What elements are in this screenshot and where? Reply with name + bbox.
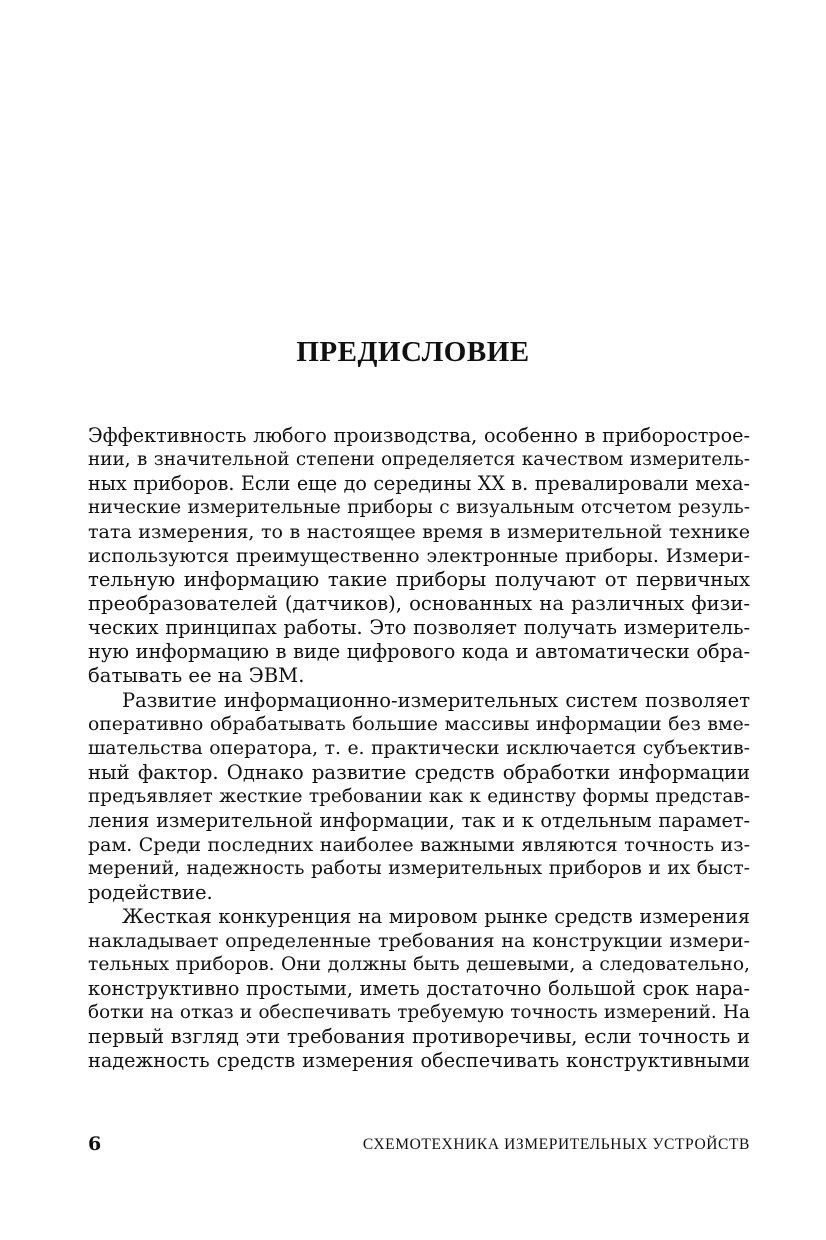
text-line: первый взгляд эти требования противоречивы, если точность и: [88, 1025, 750, 1049]
text-line: Эффективность любого производства, особенно в приборострое-: [88, 424, 750, 447]
text-line: предъявляет жесткие требовании как к единству формы представ-: [88, 785, 750, 807]
text-line: мерений, надежность работы измерительных приборов и их быст-: [88, 857, 750, 879]
text-line: используются преимущественно электронные приборы. Измери-: [88, 545, 750, 568]
text-line: родействие.: [88, 880, 213, 904]
text-line: ную информацию в виде цифрового кода и автоматически обра-: [88, 640, 750, 664]
text-line: надежность средств измерения обеспечивать конструктивными: [88, 1049, 750, 1073]
text-line: шательства оператора, т. е. практически исключается субъектив-: [88, 737, 750, 759]
page-footer: [88, 1133, 750, 1157]
running-head: СХЕМОТЕХНИКА ИЗМЕРИТЕЛЬНЫХ УСТРОЙСТВ: [362, 1136, 750, 1153]
page-number: 6: [88, 1133, 102, 1155]
text-line: ческих принципах работы. Это позволяет получать измеритель-: [88, 616, 750, 640]
text-line: рам. Среди последних наиболее важными являются точность из-: [88, 833, 750, 856]
body-text: [88, 424, 750, 1073]
page-title: ПРЕДИСЛОВИЕ: [296, 336, 530, 368]
text-line: тельную информацию такие приборы получают от первичных: [88, 568, 750, 592]
text-line: нические измерительные приборы с визуальным отсчетом резуль-: [88, 497, 750, 519]
text-line: ный фактор. Однако развитие средств обработки информации: [88, 760, 750, 784]
text-line: Жесткая конкуренция на мировом рынке средств измерения: [122, 904, 750, 928]
text-line: ных приборов. Если еще до середины XX в. превалировали меха-: [88, 472, 750, 496]
text-line: оперативно обрабатывать большие массивы информации без вме-: [88, 713, 750, 735]
text-line: ления измерительной информации, так и к отдельным парамет-: [88, 808, 750, 832]
text-line: тельных приборов. Они должны быть дешевыми, а следовательно,: [88, 954, 750, 976]
text-line: батывать ее на ЭВМ.: [88, 664, 305, 688]
text-line: тата измерения, то в настоящее время в измерительной технике: [88, 521, 750, 544]
text-line: накладывает определенные требования на конструкции измери-: [88, 929, 750, 952]
text-line: ботки на отказ и обеспечивать требуемую точность измерений. На: [88, 1002, 750, 1024]
text-line: конструктивно простыми, иметь достаточно большой срок нара-: [88, 977, 750, 1001]
text-line: нии, в значительной степени определяется качеством измеритель-: [88, 449, 750, 471]
text-line: преобразователей (датчиков), основанных на различных физи-: [88, 592, 750, 616]
text-line: Развитие информационно-измерительных систем позволяет: [122, 688, 750, 712]
